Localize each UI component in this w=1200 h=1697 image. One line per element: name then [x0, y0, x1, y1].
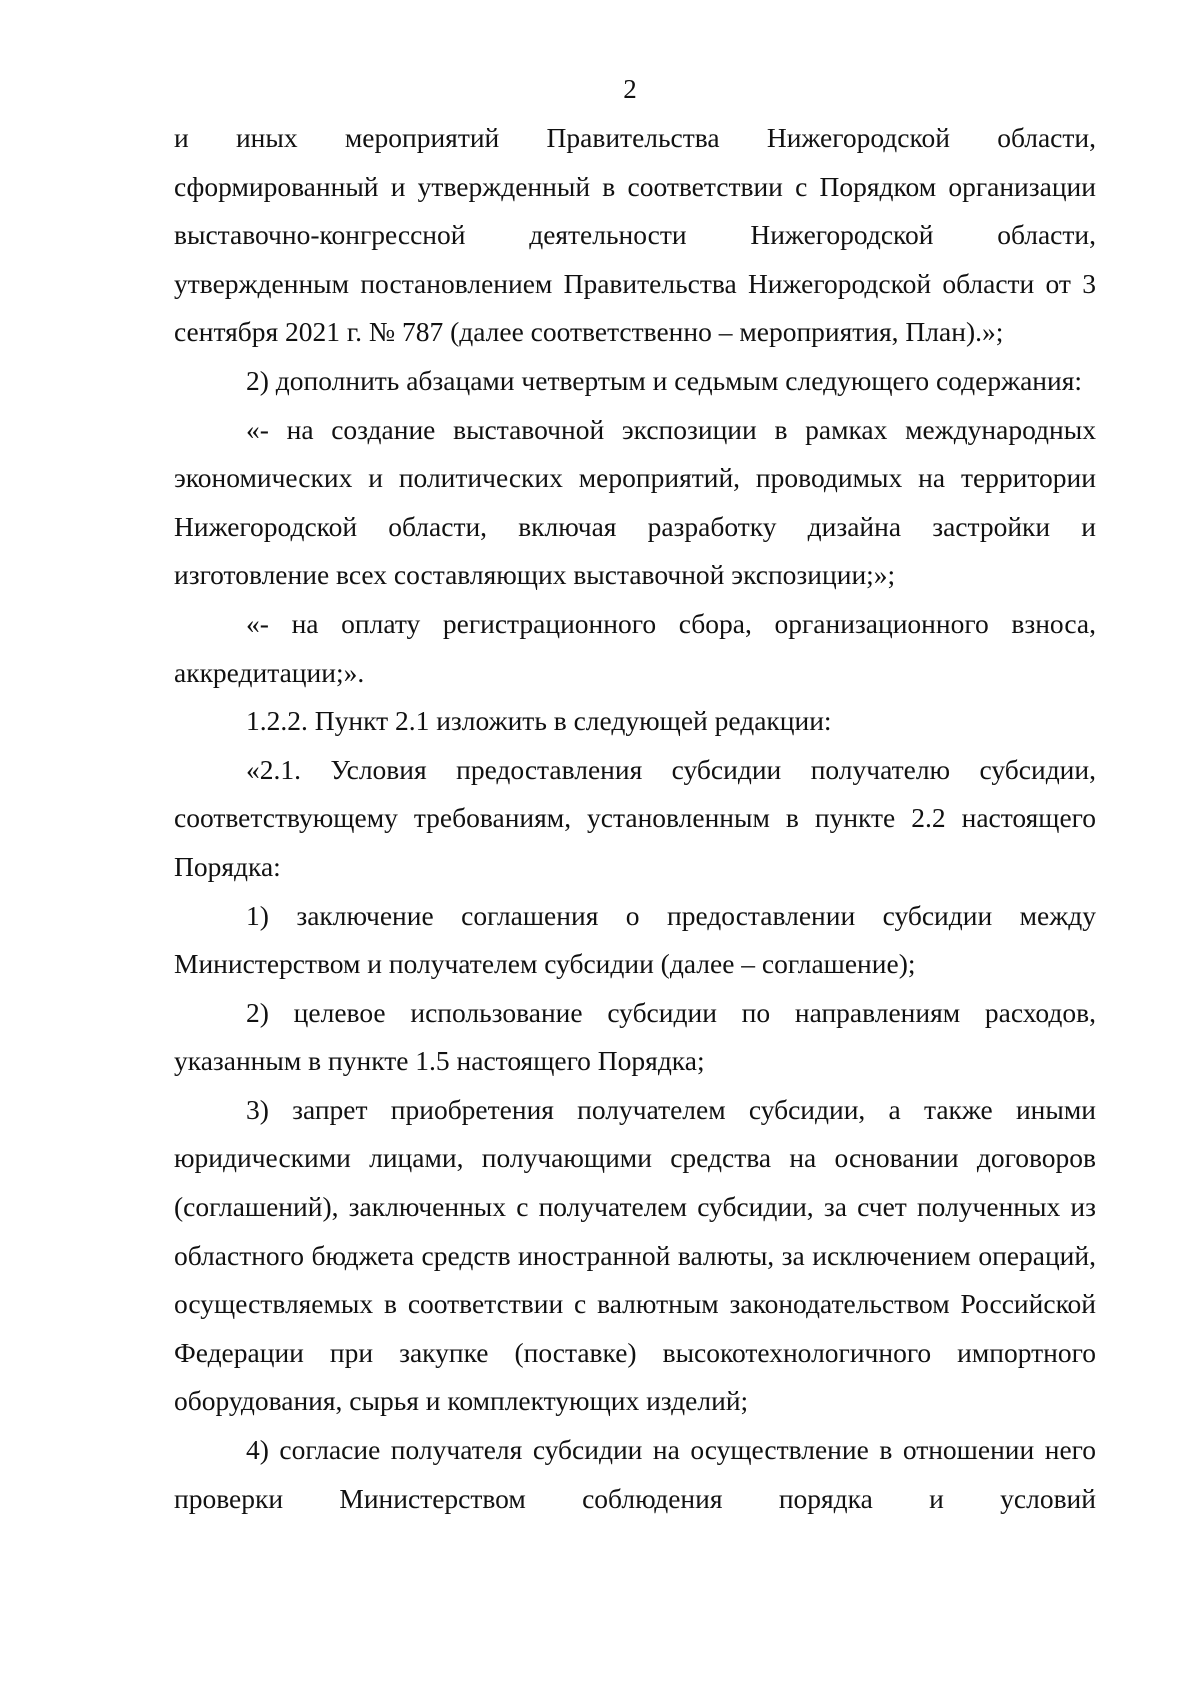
paragraph-1-2-2: 1.2.2. Пункт 2.1 изложить в следующей редакции: — [246, 705, 832, 737]
paragraph-quote-exposition: «- на создание выставочной экспозиции в рамках международных экономических и политических мероприятий, проводимых на территории Нижегородской области, включая разработку дизайна застройки и изготовление всех составляющих выставочной экспозиции;»; — [174, 413, 1096, 591]
paragraph-condition-4: 4) согласие получателя субсидии на осуществление в отношении него проверки Министерством соблюдения порядка и условий — [174, 1434, 1096, 1514]
page-number: 2 — [623, 74, 637, 104]
paragraph-2-1-conditions: «2.1. Условия предоставления субсидии получателю субсидии, соответствующему требованиям, установленным в пункте 2.2 настоящего Порядка: — [174, 753, 1096, 882]
paragraph-item-2: 2) дополнить абзацами четвертым и седьмым следующего содержания: — [246, 364, 1083, 396]
paragraph-plan-continuation: и иных мероприятий Правительства Нижегородской области, сформированный и утвержденный в соответствии с Порядком организации выставочно-конгрессной деятельности Нижегородской области, утвержденным постановлением Правительства Нижегородской области от 3 сентября 2021 г. № 787 (далее соответственно – мероприятия, План).»; — [174, 122, 1096, 348]
paragraph-condition-3: 3) запрет приобретения получателем субсидии, а также иными юридическими лицами, получающими средства на основании договоров (соглашений), заключенных с получателем субсидии, за счет полученных из областного бюджета средств иностранной валюты, за исключением операций, осуществляемых в соответствии с валютным законодательством Российской Федерации при закупке (поставке) высокотехнологичного импортного оборудования, сырья и комплектующих изделий; — [174, 1093, 1096, 1417]
document-body — [174, 114, 1096, 1523]
paragraph-condition-1: 1) заключение соглашения о предоставлении субсидии между Министерством и получателем субсидии (далее – соглашение); — [174, 899, 1096, 980]
paragraph-condition-2: 2) целевое использование субсидии по направлениям расходов, указанным в пункте 1.5 настоящего Порядка; — [174, 996, 1096, 1077]
paragraph-quote-registration-fee: «- на оплату регистрационного сбора, организационного взноса, аккредитации;». — [174, 607, 1096, 688]
